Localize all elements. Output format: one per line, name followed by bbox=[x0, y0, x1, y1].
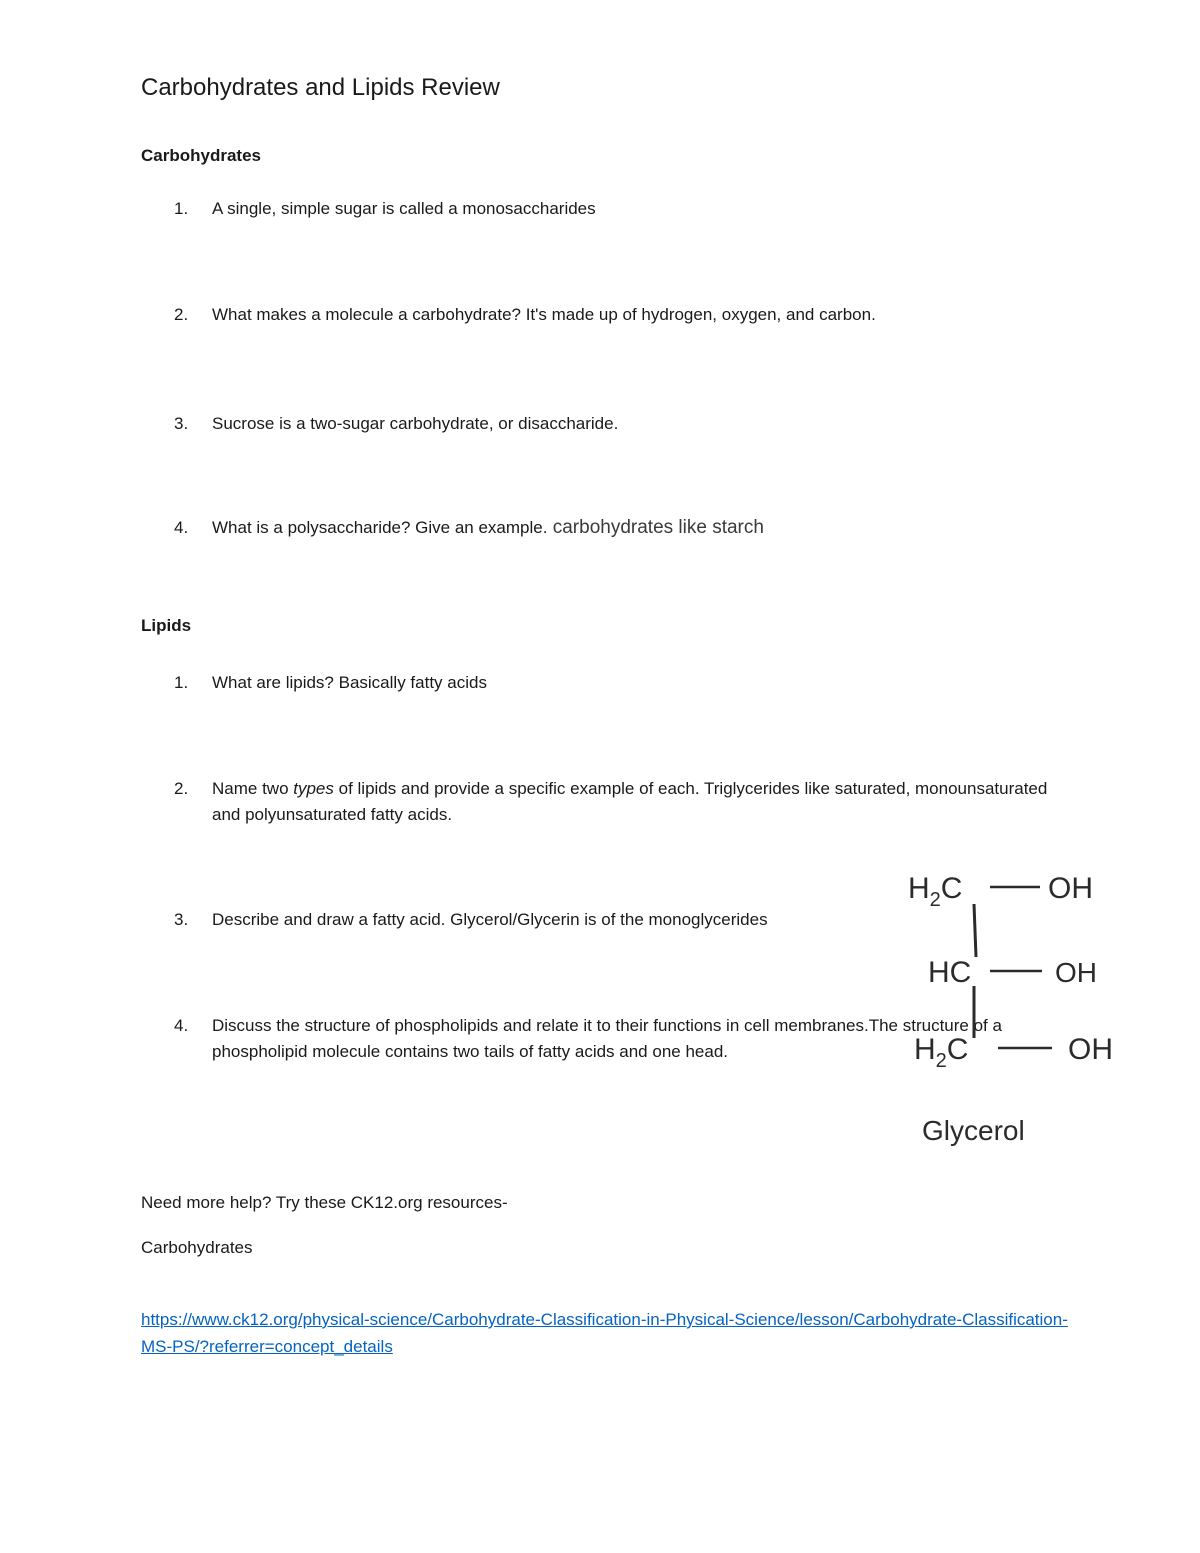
question-number: 3. bbox=[174, 910, 189, 929]
question-text: What are lipids? Basically fatty acids bbox=[212, 673, 487, 692]
question-text bbox=[212, 776, 1072, 828]
glycerol-structure-drawing bbox=[900, 862, 1140, 1152]
help-intro: Need more help? Try these CK12.org resources- bbox=[141, 1193, 508, 1212]
question-answer: carbohydrates like starch bbox=[547, 517, 764, 538]
question-number: 4. bbox=[174, 518, 189, 537]
glycerol-caption: Glycerol bbox=[922, 1115, 1025, 1146]
question-text-end: of lipids and provide a specific example of each. Triglycerides like saturated, monounsaturated and polyunsaturated fatty acids. bbox=[212, 779, 1048, 824]
glycerol-row-2-left: HC bbox=[928, 956, 972, 989]
question-number: 1. bbox=[174, 199, 189, 218]
question-number: 2. bbox=[174, 305, 189, 324]
question-number: 4. bbox=[174, 1016, 189, 1035]
question-text bbox=[212, 515, 1072, 541]
question-text: A single, simple sugar is called a monosaccharides bbox=[212, 199, 596, 218]
section-heading-lipids: Lipids bbox=[141, 616, 192, 635]
glycerol-structure-figure bbox=[900, 862, 1140, 1152]
help-topic: Carbohydrates bbox=[141, 1238, 253, 1257]
question-text: What makes a molecule a carbohydrate? It's made up of hydrogen, oxygen, and carbon. bbox=[212, 305, 876, 324]
glycerol-row-1-left: $H_2C$ bbox=[908, 872, 963, 911]
question-prompt: What is a polysaccharide? Give an example. bbox=[212, 518, 548, 537]
question-text-italic: types bbox=[293, 779, 334, 798]
question-text: Sucrose is a two-sugar carbohydrate, or disaccharide. bbox=[212, 414, 619, 433]
ck12-resource-link[interactable]: https://www.ck12.org/physical-science/Carbohydrate-Classification-in-Physical-Science/lesson/Carbohydrate-Classification-MS-PS/?referrer=concept_details bbox=[141, 1310, 1068, 1356]
question-number: 1. bbox=[174, 673, 189, 692]
question-number: 3. bbox=[174, 414, 189, 433]
glycerol-row-2-right: OH bbox=[1055, 957, 1097, 988]
page-title: Carbohydrates and Lipids Review bbox=[141, 74, 500, 101]
glycerol-row-1-right: OH bbox=[1048, 872, 1093, 905]
question-text: Discuss the structure of phospholipids and relate it to their functions in cell membranes.The structure of a phospholipid molecule contains two tails of fatty acids and one head. bbox=[212, 1016, 1002, 1061]
question-text-start: Name two bbox=[212, 779, 294, 798]
glycerol-row-3-left: $H_2C$ bbox=[914, 1033, 969, 1072]
question-number: 2. bbox=[174, 779, 189, 798]
bond-line bbox=[974, 904, 976, 957]
section-heading-carbohydrates: Carbohydrates bbox=[141, 146, 261, 165]
glycerol-row-3-right: OH bbox=[1068, 1033, 1113, 1066]
question-text: Describe and draw a fatty acid. Glycerol/Glycerin is of the monoglycerides bbox=[212, 910, 768, 929]
